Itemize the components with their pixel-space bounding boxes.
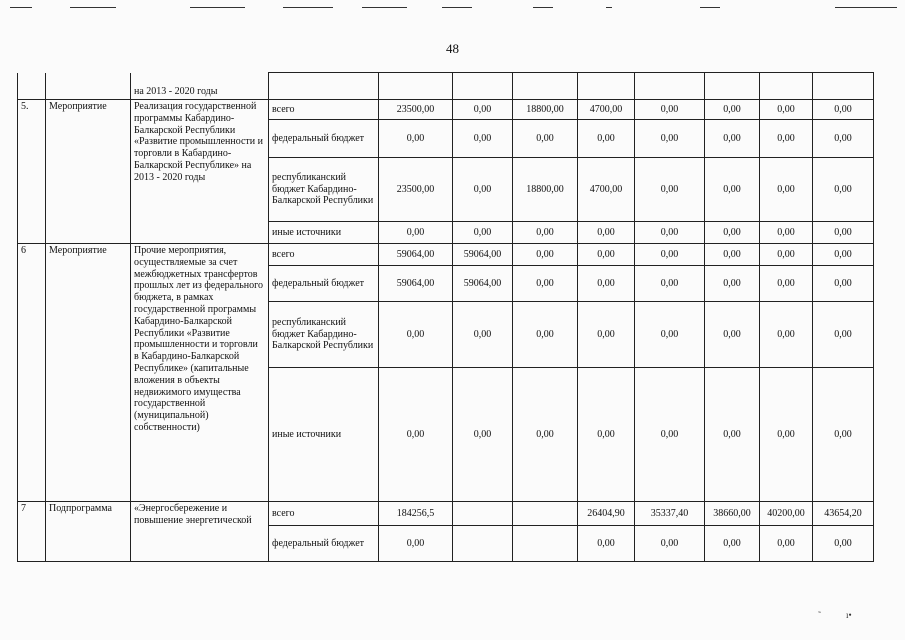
value-cell: 0,00 [813, 120, 874, 158]
value-cell: 0,00 [578, 222, 635, 244]
value-cell: 0,00 [453, 158, 513, 222]
value-cell: 0,00 [635, 222, 705, 244]
top-scan-marks [0, 4, 905, 12]
value-cell: 0,00 [635, 368, 705, 502]
value-cell: 0,00 [760, 368, 813, 502]
value-cell: 0,00 [760, 100, 813, 120]
budget-table [17, 72, 874, 562]
value-cell: 0,00 [705, 120, 760, 158]
value-cell [453, 526, 513, 562]
funding-source: федеральный бюджет [269, 266, 379, 302]
value-cell: 59064,00 [453, 244, 513, 266]
value-cell: 0,00 [705, 222, 760, 244]
value-cell: 0,00 [705, 302, 760, 368]
row-number: 7 [18, 502, 46, 562]
value-cell: 0,00 [578, 368, 635, 502]
value-cell: 0,00 [578, 302, 635, 368]
value-cell: 0,00 [578, 120, 635, 158]
row-number: 5. [18, 100, 46, 244]
table-row [18, 244, 874, 266]
item-type: Мероприятие [46, 100, 131, 244]
value-cell: 0,00 [578, 526, 635, 562]
value-cell: 0,00 [453, 100, 513, 120]
value-cell: 0,00 [813, 158, 874, 222]
value-cell: 0,00 [760, 526, 813, 562]
funding-source: всего [269, 100, 379, 120]
value-cell: 0,00 [453, 120, 513, 158]
footer-mark: ı• [846, 610, 852, 620]
value-cell: 0,00 [813, 302, 874, 368]
value-cell: 4700,00 [578, 100, 635, 120]
value-cell: 0,00 [453, 222, 513, 244]
table-row [18, 502, 874, 526]
value-cell: 23500,00 [379, 158, 453, 222]
value-cell: 35337,40 [635, 502, 705, 526]
funding-source: иные источники [269, 222, 379, 244]
value-cell: 59064,00 [379, 266, 453, 302]
value-cell: 0,00 [379, 526, 453, 562]
value-cell: 0,00 [513, 120, 578, 158]
value-cell: 0,00 [453, 368, 513, 502]
funding-source: республиканский бюджет Кабардино-Балкарской Республики [269, 158, 379, 222]
value-cell [513, 526, 578, 562]
funding-source: федеральный бюджет [269, 120, 379, 158]
value-cell: 0,00 [513, 368, 578, 502]
value-cell: 0,00 [379, 368, 453, 502]
funding-source: республиканский бюджет Кабардино-Балкарской Республики [269, 302, 379, 368]
value-cell: 0,00 [760, 244, 813, 266]
carryover-text: на 2013 - 2020 годы [131, 73, 269, 100]
value-cell: 0,00 [705, 158, 760, 222]
value-cell: 0,00 [813, 266, 874, 302]
value-cell: 0,00 [705, 368, 760, 502]
value-cell: 0,00 [635, 120, 705, 158]
value-cell: 0,00 [513, 302, 578, 368]
value-cell: 0,00 [813, 100, 874, 120]
value-cell: 0,00 [635, 266, 705, 302]
value-cell: 0,00 [379, 302, 453, 368]
value-cell: 0,00 [813, 244, 874, 266]
value-cell: 0,00 [379, 120, 453, 158]
item-name: «Энергосбережение и повышение энергетической [131, 502, 269, 562]
value-cell: 0,00 [760, 158, 813, 222]
value-cell: 0,00 [635, 158, 705, 222]
value-cell: 0,00 [635, 526, 705, 562]
value-cell: 59064,00 [453, 266, 513, 302]
funding-source: всего [269, 244, 379, 266]
value-cell: 0,00 [513, 244, 578, 266]
value-cell: 0,00 [705, 266, 760, 302]
value-cell: 18800,00 [513, 100, 578, 120]
value-cell: 0,00 [453, 302, 513, 368]
value-cell: 184256,5 [379, 502, 453, 526]
value-cell: 4700,00 [578, 158, 635, 222]
item-name: Реализация государственной программы Кабардино-Балкарской Республики «Развитие промышленности и торговли в Кабардино-Балкарской Республике» на 2013 - 2020 годы [131, 100, 269, 244]
item-type: Подпрограмма [46, 502, 131, 562]
table-row [18, 100, 874, 120]
value-cell: 0,00 [705, 526, 760, 562]
value-cell: 0,00 [760, 266, 813, 302]
value-cell: 0,00 [513, 222, 578, 244]
value-cell: 0,00 [379, 222, 453, 244]
funding-source: федеральный бюджет [269, 526, 379, 562]
value-cell: 0,00 [513, 266, 578, 302]
value-cell: 0,00 [705, 100, 760, 120]
value-cell: 18800,00 [513, 158, 578, 222]
value-cell: 38660,00 [705, 502, 760, 526]
value-cell [513, 502, 578, 526]
value-cell [453, 502, 513, 526]
value-cell: 0,00 [635, 100, 705, 120]
value-cell: 0,00 [813, 368, 874, 502]
funding-source: иные источники [269, 368, 379, 502]
value-cell: 43654,20 [813, 502, 874, 526]
value-cell: 59064,00 [379, 244, 453, 266]
value-cell: 26404,90 [578, 502, 635, 526]
page-number: 48 [446, 41, 459, 56]
value-cell: 0,00 [635, 244, 705, 266]
value-cell: 0,00 [578, 244, 635, 266]
value-cell: 0,00 [760, 302, 813, 368]
footer-mark: ˜ [818, 610, 821, 620]
value-cell: 23500,00 [379, 100, 453, 120]
value-cell: 0,00 [635, 302, 705, 368]
funding-source: всего [269, 502, 379, 526]
item-type: Мероприятие [46, 244, 131, 502]
continuation-row [18, 73, 874, 100]
value-cell: 0,00 [813, 526, 874, 562]
item-name: Прочие мероприятия, осуществляемые за счет межбюджетных трансфертов прошлых лет из федерального бюджета, в рамках государственной программы Кабардино-Балкарской Республики «Развитие промышленности и торговли в Кабардино-Балкарской Республике» (капитальные вложения в объекты недвижимого имущества государственной (муниципальной) собственности) [131, 244, 269, 502]
value-cell: 0,00 [760, 120, 813, 158]
value-cell: 0,00 [813, 222, 874, 244]
value-cell: 0,00 [578, 266, 635, 302]
table-body [18, 73, 874, 562]
value-cell: 0,00 [760, 222, 813, 244]
value-cell: 40200,00 [760, 502, 813, 526]
value-cell: 0,00 [705, 244, 760, 266]
row-number: 6 [18, 244, 46, 502]
